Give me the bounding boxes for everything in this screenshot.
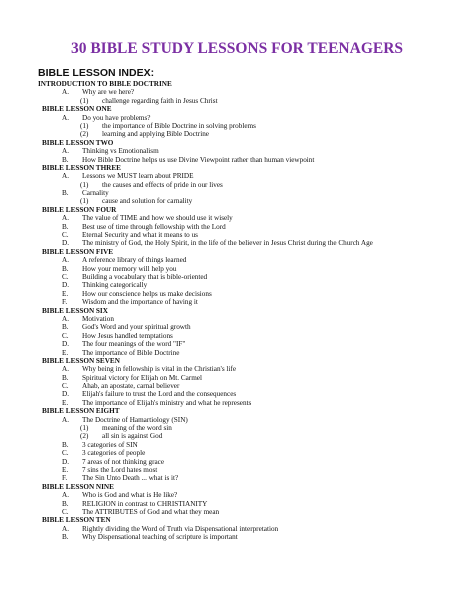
sub-item-marker: (1) xyxy=(80,197,89,206)
item-text: Wisdom and the importance of having it xyxy=(82,298,198,307)
item-marker: E. xyxy=(62,348,69,357)
list-item xyxy=(0,382,474,390)
list-item xyxy=(0,525,474,533)
sub-item-text: cause and solution for carnality xyxy=(102,197,193,206)
item-text: Rightly dividing the Word of Truth via Dispensational interpretation xyxy=(82,524,279,533)
section-heading xyxy=(0,248,474,256)
item-text: Who is God and what is He like? xyxy=(82,491,178,500)
section-heading xyxy=(0,139,474,147)
item-text: 3 categories of SIN xyxy=(82,440,138,449)
item-text: How our conscience helps us make decisions xyxy=(82,289,212,298)
item-text: Why Dispensational teaching of scripture is important xyxy=(82,533,238,542)
sub-item-marker: (1) xyxy=(80,180,89,189)
sub-list-item xyxy=(0,197,474,205)
item-marker: A. xyxy=(62,147,69,156)
section-heading-text: BIBLE LESSON TWO xyxy=(42,138,114,147)
sub-item-text: the importance of Bible Doctrine in solving problems xyxy=(102,121,256,130)
item-marker: B. xyxy=(62,373,69,382)
list-item xyxy=(0,474,474,482)
item-text: Motivation xyxy=(82,314,114,323)
item-text: The value of TIME and how we should use it wisely xyxy=(82,214,233,223)
sub-item-marker: (2) xyxy=(80,432,89,441)
section-heading xyxy=(0,357,474,365)
list-item xyxy=(0,256,474,264)
item-text: The four meanings of the word "IF" xyxy=(82,340,186,349)
section-heading-text: BIBLE LESSON NINE xyxy=(42,482,114,491)
item-text: Thinking categorically xyxy=(82,281,148,290)
section-heading xyxy=(0,483,474,491)
item-marker: B. xyxy=(62,222,69,231)
list-item xyxy=(0,147,474,155)
sub-item-text: the causes and effects of pride in our lives xyxy=(102,180,223,189)
item-marker: B. xyxy=(62,323,69,332)
sub-item-text: learning and applying Bible Doctrine xyxy=(102,130,209,139)
item-marker: A. xyxy=(62,524,69,533)
item-text: Carnality xyxy=(82,189,109,198)
item-marker: D. xyxy=(62,457,69,466)
list-item xyxy=(0,458,474,466)
item-text: God's Word and your spiritual growth xyxy=(82,323,191,332)
section-heading xyxy=(0,307,474,315)
item-marker: E. xyxy=(62,398,69,407)
sub-item-marker: (1) xyxy=(80,121,89,130)
section-heading-text: BIBLE LESSON EIGHT xyxy=(42,407,120,416)
item-marker: A. xyxy=(62,88,69,97)
item-text: Why being in fellowship is vital in the Christian's life xyxy=(82,365,237,374)
list-item xyxy=(0,416,474,424)
item-marker: D. xyxy=(62,239,69,248)
item-text: Lessons we MUST learn about PRIDE xyxy=(82,172,194,181)
document-title: 30 BIBLE STUDY LESSONS FOR TEENAGERS xyxy=(70,40,404,57)
item-marker: A. xyxy=(62,491,69,500)
sub-item-text: all sin is against God xyxy=(102,432,163,441)
section-heading-text: INTRODUCTION TO BIBLE DOCTRINE xyxy=(38,80,172,88)
item-marker: D. xyxy=(62,281,69,290)
list-item xyxy=(0,365,474,373)
list-item xyxy=(0,88,474,96)
list-item xyxy=(0,114,474,122)
section-heading xyxy=(0,164,474,172)
sub-item-text: challenge regarding faith in Jesus Christ xyxy=(102,96,218,105)
item-text: Why are we here? xyxy=(82,88,135,97)
item-marker: B. xyxy=(62,264,69,273)
item-text: 7 areas of not thinking grace xyxy=(82,457,165,466)
item-marker: A. xyxy=(62,214,69,223)
sub-list-item xyxy=(0,97,474,105)
section-heading-text: BIBLE LESSON FIVE xyxy=(42,247,114,256)
list-item xyxy=(0,315,474,323)
section-heading-text: BIBLE LESSON SEVEN xyxy=(42,356,120,365)
list-item xyxy=(0,214,474,222)
sub-list-item xyxy=(0,130,474,138)
item-text: Building a vocabulary that is bible-oriented xyxy=(82,272,208,281)
item-marker: C. xyxy=(62,507,69,516)
item-text: 7 sins the Lord hates most xyxy=(82,465,158,474)
index-heading: BIBLE LESSON INDEX: xyxy=(38,67,155,79)
list-item xyxy=(0,239,474,247)
section-heading-text: BIBLE LESSON FOUR xyxy=(42,205,117,214)
sub-item-marker: (1) xyxy=(80,96,89,105)
item-text: Ahab, an apostate, carnal believer xyxy=(82,382,180,391)
item-text: How your memory will help you xyxy=(82,264,177,273)
item-text: Spiritual victory for Elijah on Mt. Carmel xyxy=(82,373,202,382)
item-text: The Sin Unto Death ... what is it? xyxy=(82,474,179,483)
section-heading-text: BIBLE LESSON THREE xyxy=(42,163,121,172)
section-heading xyxy=(0,105,474,113)
item-marker: C. xyxy=(62,331,69,340)
section-heading xyxy=(0,407,474,415)
section-heading-text: BIBLE LESSON SIX xyxy=(42,306,108,315)
item-marker: A. xyxy=(62,113,69,122)
list-item xyxy=(0,156,474,164)
section-heading-text: BIBLE LESSON ONE xyxy=(42,105,112,114)
item-text: Thinking vs Emotionalism xyxy=(82,147,159,156)
item-text: The ATTRIBUTES of God and what they mean xyxy=(82,507,220,516)
item-text: Best use of time through fellowship with the Lord xyxy=(82,222,226,231)
list-item xyxy=(0,340,474,348)
list-item xyxy=(0,399,474,407)
item-marker: C. xyxy=(62,272,69,281)
sub-list-item xyxy=(0,122,474,130)
list-item xyxy=(0,449,474,457)
item-text: How Jesus handled temptations xyxy=(82,331,173,340)
item-marker: F. xyxy=(62,474,68,483)
item-marker: E. xyxy=(62,465,69,474)
item-text: 3 categories of people xyxy=(82,449,146,458)
list-item xyxy=(0,466,474,474)
sub-item-marker: (2) xyxy=(80,130,89,139)
section-heading xyxy=(0,516,474,524)
item-text: Eternal Security and what it means to us xyxy=(82,231,198,240)
sub-list-item xyxy=(0,181,474,189)
list-item xyxy=(0,390,474,398)
item-text: RELIGION in contrast to CHRISTIANITY xyxy=(82,499,208,508)
lesson-index-list xyxy=(0,80,474,541)
list-item xyxy=(0,281,474,289)
item-text: A reference library of things learned xyxy=(82,256,187,265)
item-text: Elijah's failure to trust the Lord and the consequences xyxy=(82,390,237,399)
item-marker: F. xyxy=(62,298,68,307)
item-marker: B. xyxy=(62,499,69,508)
section-heading xyxy=(0,206,474,214)
item-marker: B. xyxy=(62,533,69,542)
list-item xyxy=(0,298,474,306)
list-item xyxy=(0,500,474,508)
item-marker: D. xyxy=(62,390,69,399)
item-text: How Bible Doctrine helps us use Divine Viewpoint rather than human viewpoint xyxy=(82,155,315,164)
item-marker: C. xyxy=(62,382,69,391)
sub-list-item xyxy=(0,424,474,432)
list-item xyxy=(0,290,474,298)
list-item xyxy=(0,349,474,357)
section-heading-text: BIBLE LESSON TEN xyxy=(42,516,111,525)
list-item xyxy=(0,231,474,239)
item-marker: A. xyxy=(62,365,69,374)
list-item xyxy=(0,189,474,197)
list-item xyxy=(0,374,474,382)
list-item xyxy=(0,508,474,516)
list-item xyxy=(0,441,474,449)
list-item xyxy=(0,533,474,541)
list-item xyxy=(0,265,474,273)
section-heading xyxy=(0,80,474,88)
item-marker: E. xyxy=(62,289,69,298)
sub-list-item xyxy=(0,432,474,440)
sub-item-text: meaning of the word sin xyxy=(102,424,172,433)
item-text: The importance of Bible Doctrine xyxy=(82,348,180,357)
list-item xyxy=(0,323,474,331)
list-item xyxy=(0,172,474,180)
item-text: The importance of Elijah's ministry and what he represents xyxy=(82,398,252,407)
item-marker: B. xyxy=(62,155,69,164)
list-item xyxy=(0,491,474,499)
item-marker: A. xyxy=(62,415,69,424)
item-marker: D. xyxy=(62,340,69,349)
item-marker: A. xyxy=(62,172,69,181)
sub-item-marker: (1) xyxy=(80,424,89,433)
item-text: The ministry of God, the Holy Spirit, in the life of the believer in Jesus Christ during the Church Age xyxy=(82,239,373,248)
item-marker: B. xyxy=(62,440,69,449)
list-item xyxy=(0,273,474,281)
item-marker: C. xyxy=(62,449,69,458)
item-text: The Doctrine of Hamartiology (SIN) xyxy=(82,415,188,424)
item-marker: C. xyxy=(62,231,69,240)
item-marker: B. xyxy=(62,189,69,198)
item-text: Do you have problems? xyxy=(82,113,151,122)
item-marker: A. xyxy=(62,314,69,323)
list-item xyxy=(0,223,474,231)
item-marker: A. xyxy=(62,256,69,265)
list-item xyxy=(0,332,474,340)
